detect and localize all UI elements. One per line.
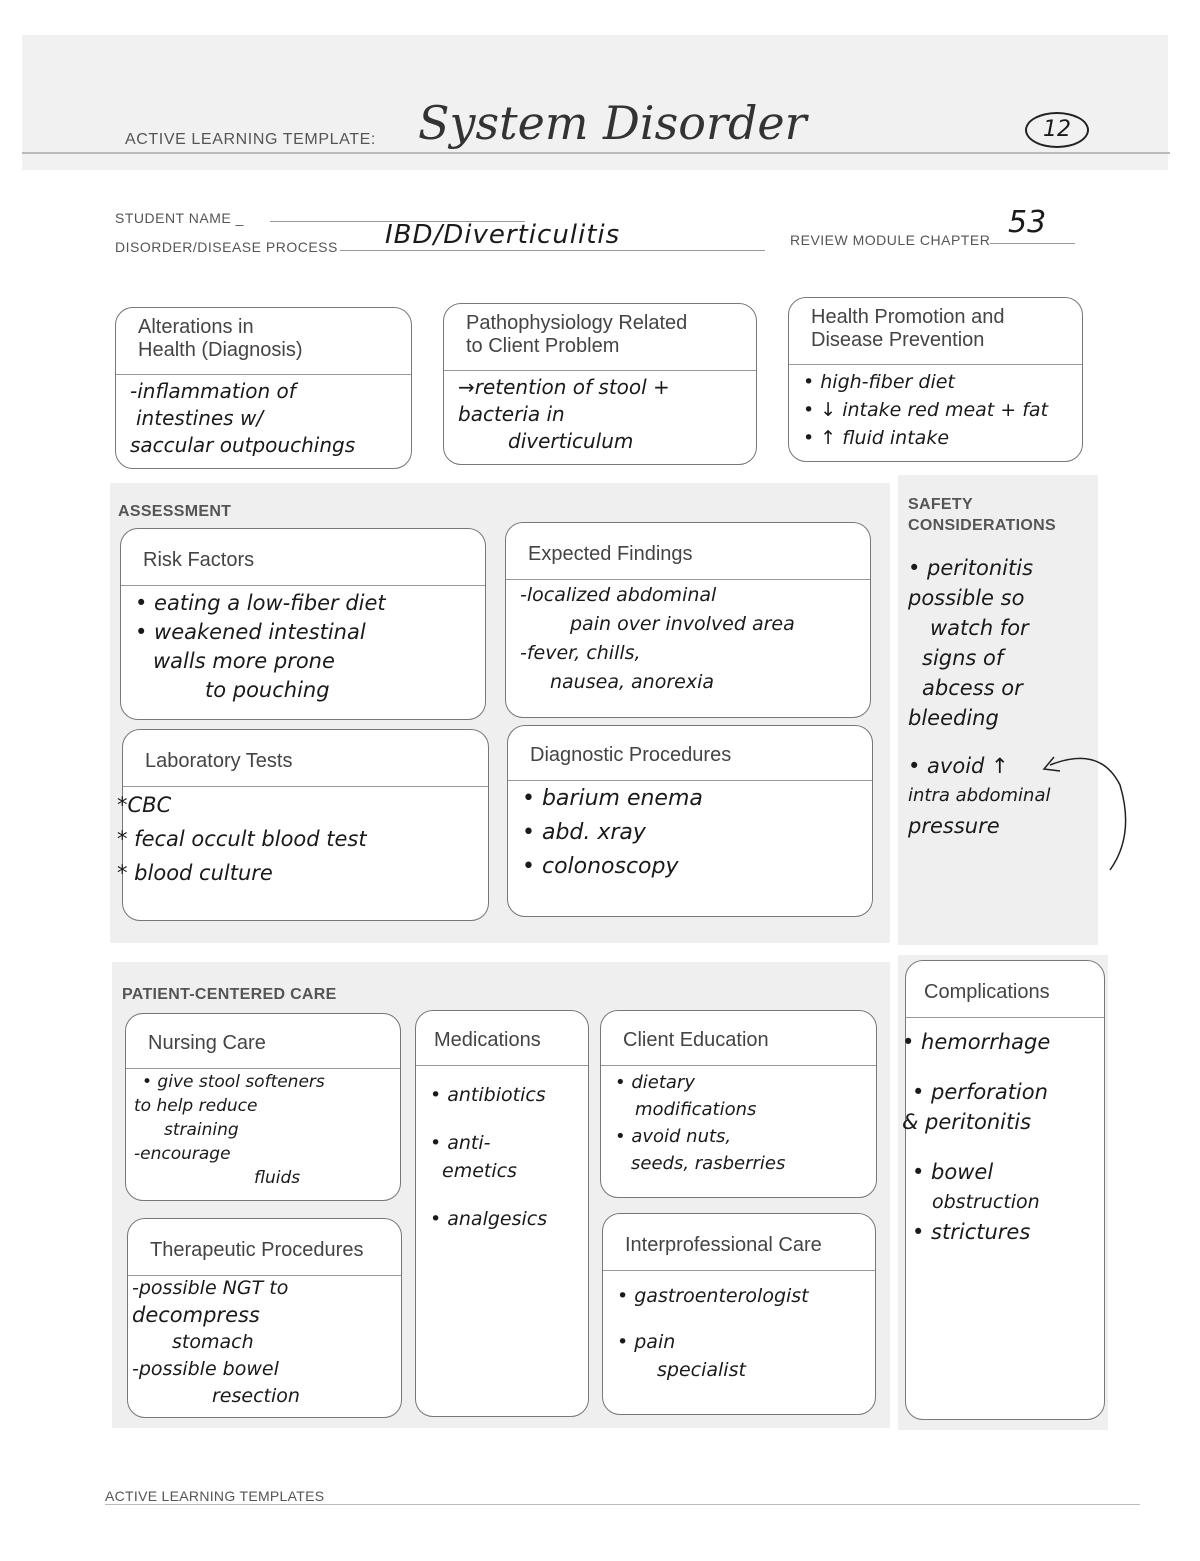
disorder-value: IBD/Diverticulitis — [385, 220, 621, 250]
health-promotion-title: Health Promotion and Disease Prevention — [811, 306, 1005, 351]
note-line: • perforation — [912, 1080, 1048, 1104]
note-line: possible so — [908, 586, 1025, 610]
note-line: -possible bowel — [132, 1358, 279, 1380]
note-line: *CBC — [117, 793, 172, 817]
risk-factors-title: Risk Factors — [143, 549, 255, 571]
note-line: • abd. xray — [522, 820, 646, 845]
note-line — [617, 1310, 867, 1328]
pathophysiology-notes — [458, 374, 748, 455]
nursing-care-title: Nursing Care — [148, 1032, 266, 1054]
note-line: -fever, chills, — [520, 642, 641, 664]
note-line: -inflammation of — [130, 379, 296, 403]
note-line: emetics — [442, 1160, 517, 1182]
diagnostic-procedures-notes — [522, 782, 864, 884]
risk-factors-notes — [135, 589, 477, 705]
note-line: signs of — [922, 646, 1004, 670]
note-line: bacteria in — [458, 402, 565, 426]
note-line: • ↑ fluid intake — [803, 427, 950, 449]
disorder-label: DISORDER/DISEASE PROCESS — [115, 239, 338, 255]
alterations-rule — [116, 374, 411, 375]
footer-rule — [105, 1504, 1140, 1505]
chapter-line — [990, 243, 1075, 244]
risk-factors-box — [120, 528, 486, 720]
note-line: nausea, anorexia — [550, 671, 715, 693]
pathophysiology-box — [443, 303, 757, 465]
diagnostic-procedures-rule — [508, 780, 872, 781]
nursing-care-notes — [134, 1070, 392, 1190]
expected-findings-title: Expected Findings — [528, 543, 693, 565]
note-line: saccular outpouchings — [130, 433, 356, 457]
note-line: straining — [164, 1120, 239, 1140]
note-line: • peritonitis — [908, 556, 1034, 580]
note-line: stomach — [172, 1331, 254, 1353]
therapeutic-procedures-notes — [132, 1275, 393, 1410]
health-promotion-box — [788, 297, 1083, 462]
note-line: decompress — [132, 1303, 260, 1327]
client-education-box — [600, 1010, 877, 1198]
complications-rule — [906, 1017, 1104, 1018]
chapter-value: 53 — [1008, 205, 1047, 240]
diagnostic-procedures-box — [507, 725, 873, 917]
note-line: -encourage — [134, 1144, 231, 1164]
note-line: • antibiotics — [430, 1084, 546, 1106]
expected-findings-notes — [520, 581, 862, 697]
note-line: obstruction — [932, 1191, 1040, 1213]
client-education-rule — [601, 1065, 876, 1066]
laboratory-tests-title: Laboratory Tests — [145, 750, 293, 772]
nursing-care-rule — [126, 1068, 400, 1069]
note-line: pressure — [908, 814, 1000, 838]
laboratory-tests-rule — [123, 786, 488, 787]
pathophysiology-title: Pathophysiology Related to Client Problem — [466, 312, 688, 357]
template-label: ACTIVE LEARNING TEMPLATE: — [125, 131, 376, 148]
interprofessional-care-rule — [603, 1270, 875, 1271]
note-line: resection — [212, 1385, 300, 1407]
diagnostic-procedures-title: Diagnostic Procedures — [530, 744, 732, 766]
note-line: • analgesics — [430, 1208, 548, 1230]
note-line: • ↓ intake red meat + fat — [803, 399, 1049, 421]
note-line: diverticulum — [508, 429, 634, 453]
note-line: • bowel — [912, 1160, 994, 1184]
note-line: • dietary — [615, 1072, 695, 1093]
medications-notes — [430, 1081, 580, 1233]
medications-title: Medications — [434, 1029, 541, 1051]
expected-findings-box — [505, 522, 871, 718]
complications-notes — [902, 1027, 1096, 1247]
note-line: * blood culture — [117, 861, 273, 885]
health-promotion-rule — [789, 364, 1082, 365]
page-number-badge: 12 — [1025, 112, 1089, 148]
interprofessional-care-box — [602, 1213, 876, 1415]
note-line: • strictures — [912, 1220, 1031, 1244]
alterations-box — [115, 307, 412, 469]
note-line: watch for — [930, 616, 1029, 640]
note-line: →retention of stool + — [458, 375, 670, 399]
note-line: • hemorrhage — [902, 1030, 1051, 1054]
note-line: pain over involved area — [570, 613, 795, 635]
note-line: to pouching — [205, 678, 330, 702]
interprofessional-care-notes — [617, 1282, 867, 1384]
note-line: -localized abdominal — [520, 584, 717, 606]
note-line: walls more prone — [153, 649, 335, 673]
client-education-notes — [615, 1069, 868, 1177]
template-title: System Disorder — [418, 96, 807, 150]
safety-label: SAFETY CONSIDERATIONS — [908, 496, 1056, 534]
note-line — [902, 1137, 1096, 1157]
note-line: to help reduce — [134, 1096, 258, 1116]
therapeutic-procedures-box — [127, 1218, 402, 1418]
note-line: fluids — [254, 1168, 301, 1188]
medications-box — [415, 1010, 589, 1417]
client-education-title: Client Education — [623, 1029, 769, 1051]
chapter-label: REVIEW MODULE CHAPTER — [790, 232, 991, 248]
assessment-label: ASSESSMENT — [118, 503, 232, 520]
note-line: intestines w/ — [136, 406, 264, 430]
risk-factors-rule — [121, 585, 485, 586]
interprofessional-care-title: Interprofessional Care — [625, 1234, 822, 1256]
laboratory-tests-notes — [117, 788, 480, 890]
patient-centered-care-label: PATIENT-CENTERED CARE — [122, 986, 337, 1003]
note-line: • pain — [617, 1331, 676, 1353]
note-line: modifications — [635, 1099, 757, 1120]
note-line — [430, 1109, 580, 1129]
complications-title: Complications — [924, 981, 1050, 1003]
header-rule — [22, 152, 1170, 154]
note-line: specialist — [657, 1359, 746, 1381]
nursing-care-box — [125, 1013, 401, 1201]
note-line: -possible NGT to — [132, 1277, 289, 1299]
complications-box — [902, 960, 1105, 1420]
note-line: • give stool softeners — [142, 1072, 325, 1092]
note-line: abcess or — [922, 676, 1023, 700]
laboratory-tests-box — [117, 729, 489, 921]
note-line: • avoid ↑ — [908, 754, 1009, 778]
alterations-notes — [130, 378, 403, 459]
pathophysiology-rule — [444, 370, 756, 371]
note-line: • avoid nuts, — [615, 1126, 732, 1147]
alterations-title: Alterations in Health (Diagnosis) — [138, 316, 303, 361]
note-line: • weakened intestinal — [135, 620, 366, 644]
note-line: • high-fiber diet — [803, 371, 955, 393]
note-line: * fecal occult blood test — [117, 827, 367, 851]
note-line: intra abdominal — [908, 785, 1051, 806]
note-line: bleeding — [908, 706, 999, 730]
footer-label: ACTIVE LEARNING TEMPLATES — [105, 1488, 325, 1504]
health-promotion-notes — [803, 368, 1074, 452]
expected-findings-rule — [506, 579, 870, 580]
therapeutic-procedures-title: Therapeutic Procedures — [150, 1239, 364, 1261]
note-line: • colonoscopy — [522, 854, 679, 879]
disorder-line — [340, 250, 765, 251]
student-name-label: STUDENT NAME _ — [115, 210, 244, 226]
note-line: & peritonitis — [902, 1110, 1032, 1134]
note-line: • anti- — [430, 1132, 491, 1154]
note-line: seeds, rasberries — [631, 1153, 786, 1174]
note-line — [430, 1185, 580, 1205]
note-line — [902, 1057, 1096, 1077]
medications-rule — [416, 1065, 588, 1066]
note-line: • gastroenterologist — [617, 1285, 809, 1307]
bracket-mark-icon — [1040, 745, 1140, 875]
note-line: • barium enema — [522, 786, 703, 811]
note-line: • eating a low-fiber diet — [135, 591, 386, 615]
